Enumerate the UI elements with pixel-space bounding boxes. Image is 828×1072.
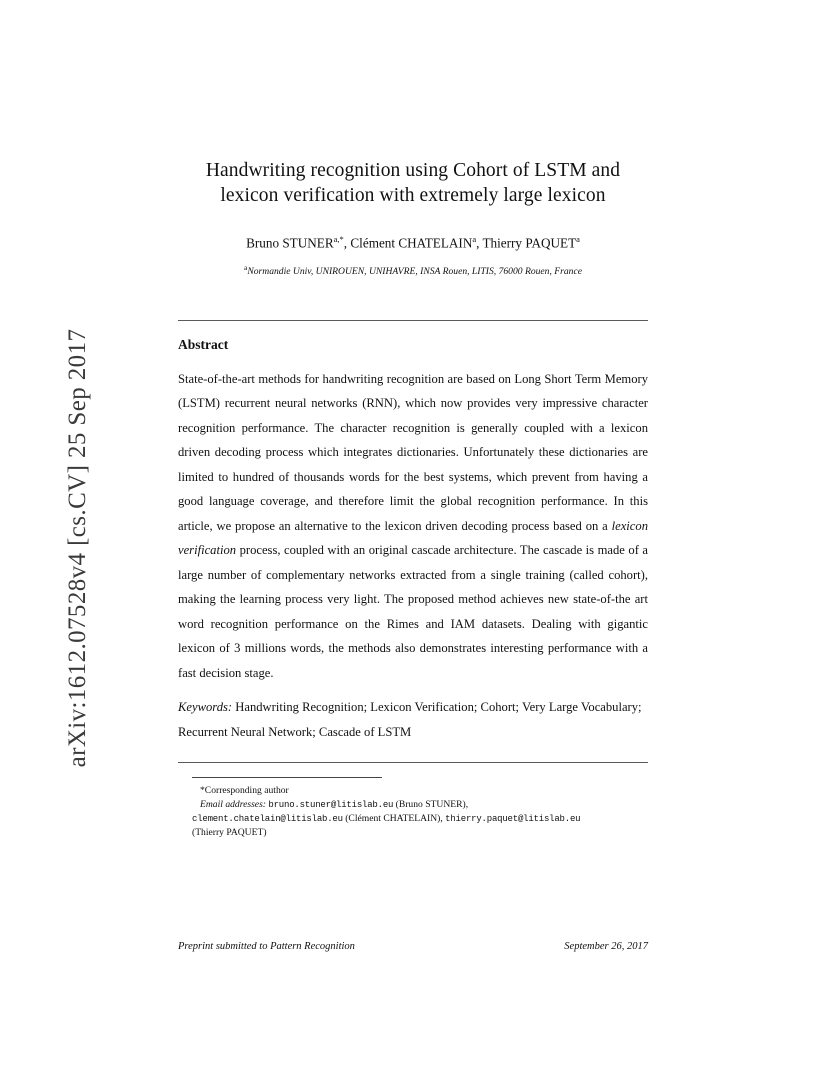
keywords-label: Keywords: (178, 700, 233, 715)
author-1-name: Bruno STUNER (246, 235, 334, 251)
abstract-emphasis-lexicon-verification: lexicon verification (178, 518, 648, 558)
abstract-body (178, 367, 648, 686)
keywords-text: Handwriting Recognition; Lexicon Verification; Cohort; Very Large Vocabulary; Recurrent Neural Network; Cascade of LSTM (178, 700, 642, 739)
author-2-marker: a (472, 234, 477, 244)
page-footer (178, 941, 648, 952)
email-owner-3: (Thierry PAQUET) (192, 827, 267, 839)
email-owner-1: (Bruno STUNER), (393, 799, 469, 811)
affiliation-marker: a (244, 263, 248, 273)
author-3-name: Thierry PAQUET (482, 235, 577, 251)
abstract-text-part-2: process, coupled with an original cascade architecture. The cascade is made of a large number of complementary networks extracted from a single training (called cohort), making the learning process very light. The proposed method achieves new state-of-the art word recognition performance on the Rimes and IAM datasets. Dealing with gigantic lexicon of 3 millions words, the methods also demonstrates interesting performance with a fast decision stage. (178, 543, 648, 680)
footnote-separator-rule (192, 777, 382, 778)
footer-date: September 26, 2017 (564, 941, 648, 952)
paper-title (178, 158, 648, 208)
author-separator-1: , (343, 235, 351, 251)
arxiv-identifier-stamp: arXiv:1612.07528v4 [cs.CV] 25 Sep 2017 (64, 328, 91, 768)
email-owner-2: (Clément CHATELAIN), (342, 813, 446, 825)
email-address-3[interactable]: thierry.paquet@litislab.eu (445, 814, 581, 825)
affiliation (178, 263, 648, 277)
author-list (178, 234, 648, 251)
author-1-marker: a,* (333, 234, 344, 244)
title-line-2: lexicon verification with extremely large lexicon (220, 185, 606, 206)
abstract-top-rule (178, 320, 648, 321)
title-line-1: Handwriting recognition using Cohort of LSTM and (205, 160, 621, 181)
affiliation-text: Normandie Univ, UNIROUEN, UNIHAVRE, INSA Rouen, LITIS, 76000 Rouen, France (247, 266, 582, 278)
footnote-emails-label: Email addresses: (200, 799, 266, 811)
paper-page (178, 0, 648, 1072)
abstract-text-part-1: State-of-the-art methods for handwriting recognition are based on Long Short Term Memory (LSTM) recurrent neural networks (RNN), which now provides very impressive character recognition performance. The character recognition is generally coupled with a lexicon driven decoding process which integrates dictionaries. Unfortunately these dictionaries are limited to hundred of thousands words for the best systems, which prevent from having a good language coverage, and therefore limit the global recognition performance. In this article, we propose an alternative to the lexicon driven decoding process based on a (178, 371, 648, 533)
author-separator-2: , (476, 235, 483, 251)
author-3-marker: a (576, 234, 580, 244)
email-address-2[interactable]: clement.chatelain@litislab.eu (192, 814, 343, 825)
footnotes-block (192, 784, 648, 840)
email-address-1[interactable]: bruno.stuner@litislab.eu (268, 800, 394, 811)
abstract-heading: Abstract (178, 336, 229, 352)
footnote-emails (192, 798, 648, 840)
abstract-bottom-rule (178, 762, 648, 763)
author-2-name: Clément CHATELAIN (350, 235, 473, 251)
footnote-corresponding-author: *Corresponding author (200, 785, 289, 797)
keywords (178, 695, 648, 744)
footer-preprint-note: Preprint submitted to Pattern Recognition (178, 941, 355, 952)
